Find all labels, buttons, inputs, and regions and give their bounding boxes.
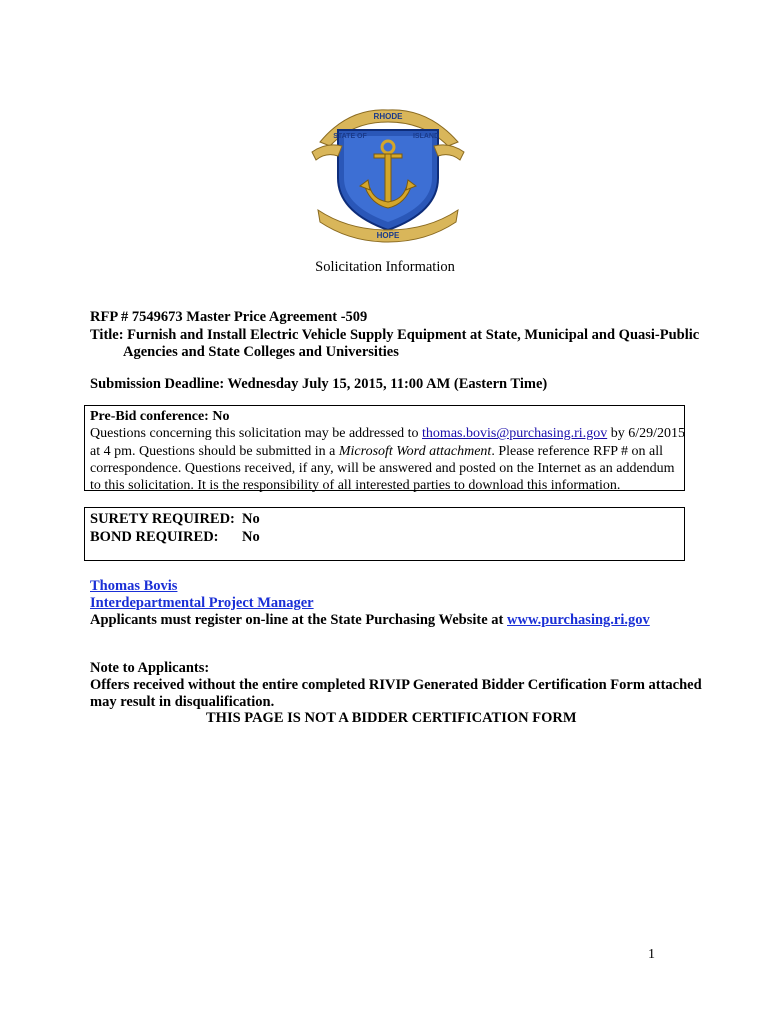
website-link[interactable]: www.purchasing.ri.gov bbox=[507, 612, 650, 628]
seal-bottom-text: HOPE bbox=[376, 231, 400, 240]
solicitation-title-continued: Agencies and State Colleges and Universities bbox=[123, 344, 399, 360]
questions-line-3: correspondence. Questions received, if any, will be answered and posted on the Internet as an addendum bbox=[90, 460, 675, 476]
rhode-island-seal-logo bbox=[308, 100, 468, 250]
seal-left-text: STATE OF bbox=[333, 133, 367, 140]
solicitation-title: Title: Furnish and Install Electric Vehicle Supply Equipment at State, Municipal and Quasi-Public bbox=[90, 327, 700, 343]
pre-bid-heading: Pre-Bid conference: No bbox=[90, 409, 230, 424]
bond-row bbox=[90, 528, 679, 546]
seal-top-text: RHODE bbox=[373, 112, 403, 121]
submission-deadline: Submission Deadline: Wednesday July 15, 2015, 11:00 AM (Eastern Time) bbox=[90, 376, 548, 392]
pre-bid-info-box bbox=[84, 405, 685, 494]
questions-line-1: Questions concerning this solicitation may be addressed to thomas.bovis@purchasing.ri.gov by 6/29/2015 bbox=[90, 426, 685, 442]
register-line: Applicants must register on-line at the State Purchasing Website at www.purchasing.ri.gov bbox=[90, 612, 650, 628]
contact-name-link[interactable]: Thomas Bovis bbox=[90, 578, 178, 594]
surety-value: No bbox=[242, 511, 260, 527]
questions-line-4: to this solicitation. It is the responsibility of all interested parties to download this information. bbox=[90, 478, 621, 494]
note-line-2: may result in disqualification. bbox=[90, 694, 275, 710]
rfp-number: RFP # 7549673 Master Price Agreement -509 bbox=[90, 309, 368, 325]
note-heading: Note to Applicants: bbox=[90, 660, 210, 676]
note-line-3: THIS PAGE IS NOT A BIDDER CERTIFICATION FORM bbox=[206, 710, 577, 726]
questions-line-2: at 4 pm. Questions should be submitted in a Microsoft Word attachment. Please reference RFP # on all bbox=[90, 443, 664, 459]
bond-value: No bbox=[242, 529, 260, 545]
surety-label: SURETY REQUIRED: bbox=[90, 511, 235, 527]
requirements-box bbox=[84, 507, 685, 561]
seal-right-text: ISLAND bbox=[412, 133, 440, 140]
contact-email-link[interactable]: thomas.bovis@purchasing.ri.gov bbox=[422, 426, 608, 442]
page-caption: Solicitation Information bbox=[315, 259, 455, 275]
surety-row bbox=[90, 510, 679, 528]
note-line-1: Offers received without the entire completed RIVIP Generated Bidder Certification Form attached bbox=[90, 677, 702, 693]
page-number: 1 bbox=[648, 947, 655, 962]
contact-role-link[interactable]: Interdepartmental Project Manager bbox=[90, 595, 314, 611]
bond-label: BOND REQUIRED: bbox=[90, 529, 219, 545]
